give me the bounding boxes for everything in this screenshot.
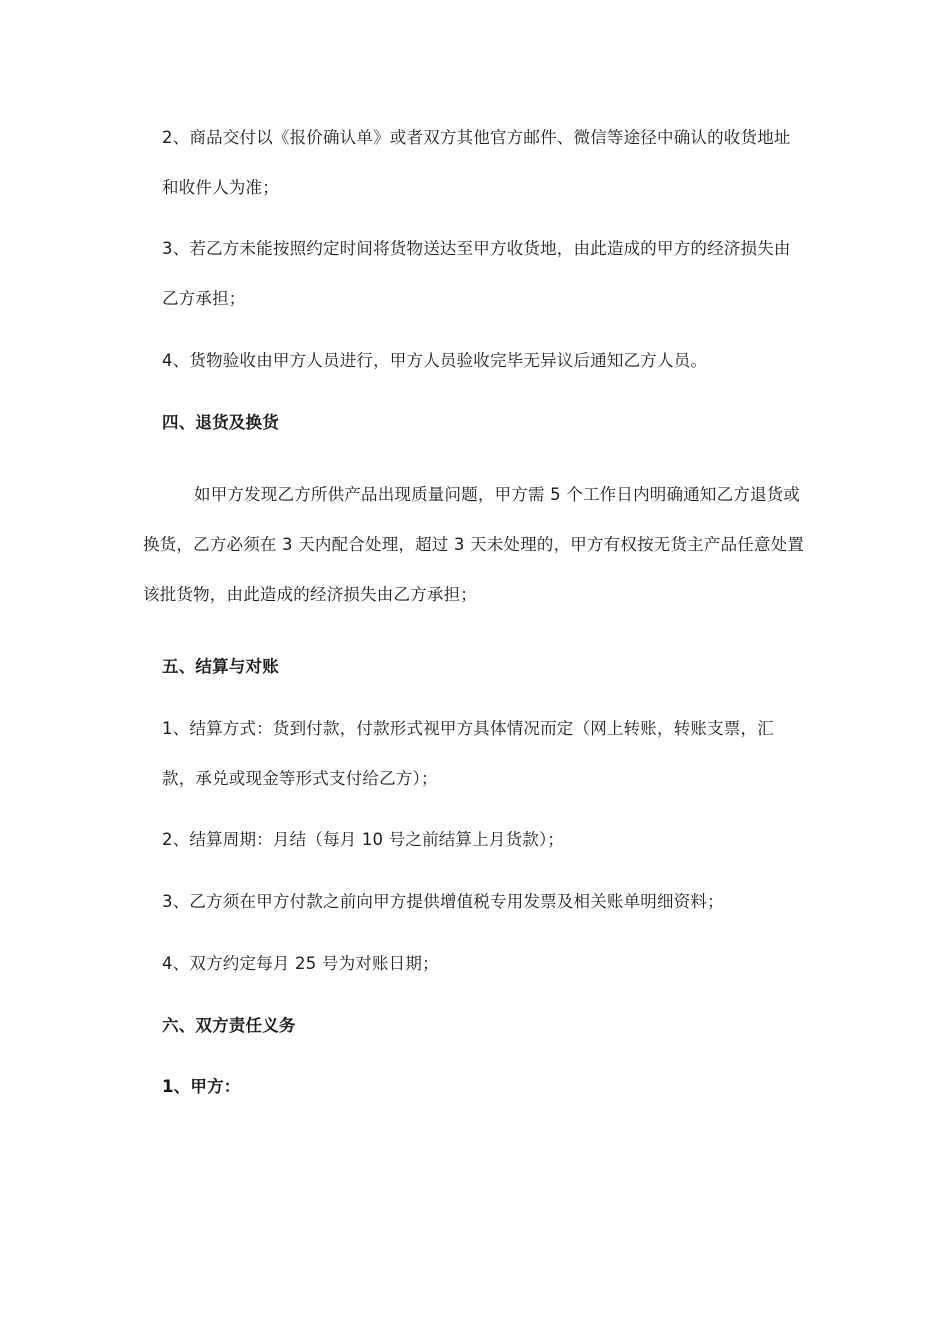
section-5-item-1-line-1: 1、结算方式：货到付款，付款形式视甲方具体情况而定（网上转账，转账支票，汇 [162,719,774,738]
section-4-paragraph-line-2: 换货，乙方必须在 3 天内配合处理，超过 3 天未处理的，甲方有权按无货主产品任意处置 [143,535,805,554]
section-5-item-1-line-2: 款，承兑或现金等形式支付给乙方）； [162,769,438,788]
section-6-heading: 六、双方责任义务 [162,1016,296,1035]
section-5-item-4: 4、双方约定每月 25 号为对账日期； [162,954,439,973]
section-5-item-2: 2、结算周期：月结（每月 10 号之前结算上月货款）； [162,830,565,849]
section-6-sub-1: 1、甲方： [162,1077,241,1096]
section-5-item-3: 3、乙方须在甲方付款之前向甲方提供增值税专用发票及相关账单明细资料； [162,892,724,911]
section-4-paragraph-line-3: 该批货物，由此造成的经济损失由乙方承担； [143,585,477,604]
section-5-heading: 五、结算与对账 [162,657,279,676]
clause-3-item-2-line-1: 2、商品交付以《报价确认单》或者双方其他官方邮件、微信等途径中确认的收货地址 [162,128,791,147]
section-4-heading: 四、退货及换货 [162,413,279,432]
clause-3-item-2-line-2: 和收件人为准； [162,178,279,197]
clause-3-item-3-line-1: 3、若乙方未能按照约定时间将货物送达至甲方收货地，由此造成的甲方的经济损失由 [162,239,791,258]
clause-3-item-3-line-2: 乙方承担； [162,289,246,308]
clause-3-item-4: 4、货物验收由甲方人员进行，甲方人员验收完毕无异议后通知乙方人员。 [162,351,708,370]
section-4-paragraph-line-1: 如甲方发现乙方所供产品出现质量问题，甲方需 5 个工作日内明确通知乙方退货或 [194,485,801,504]
